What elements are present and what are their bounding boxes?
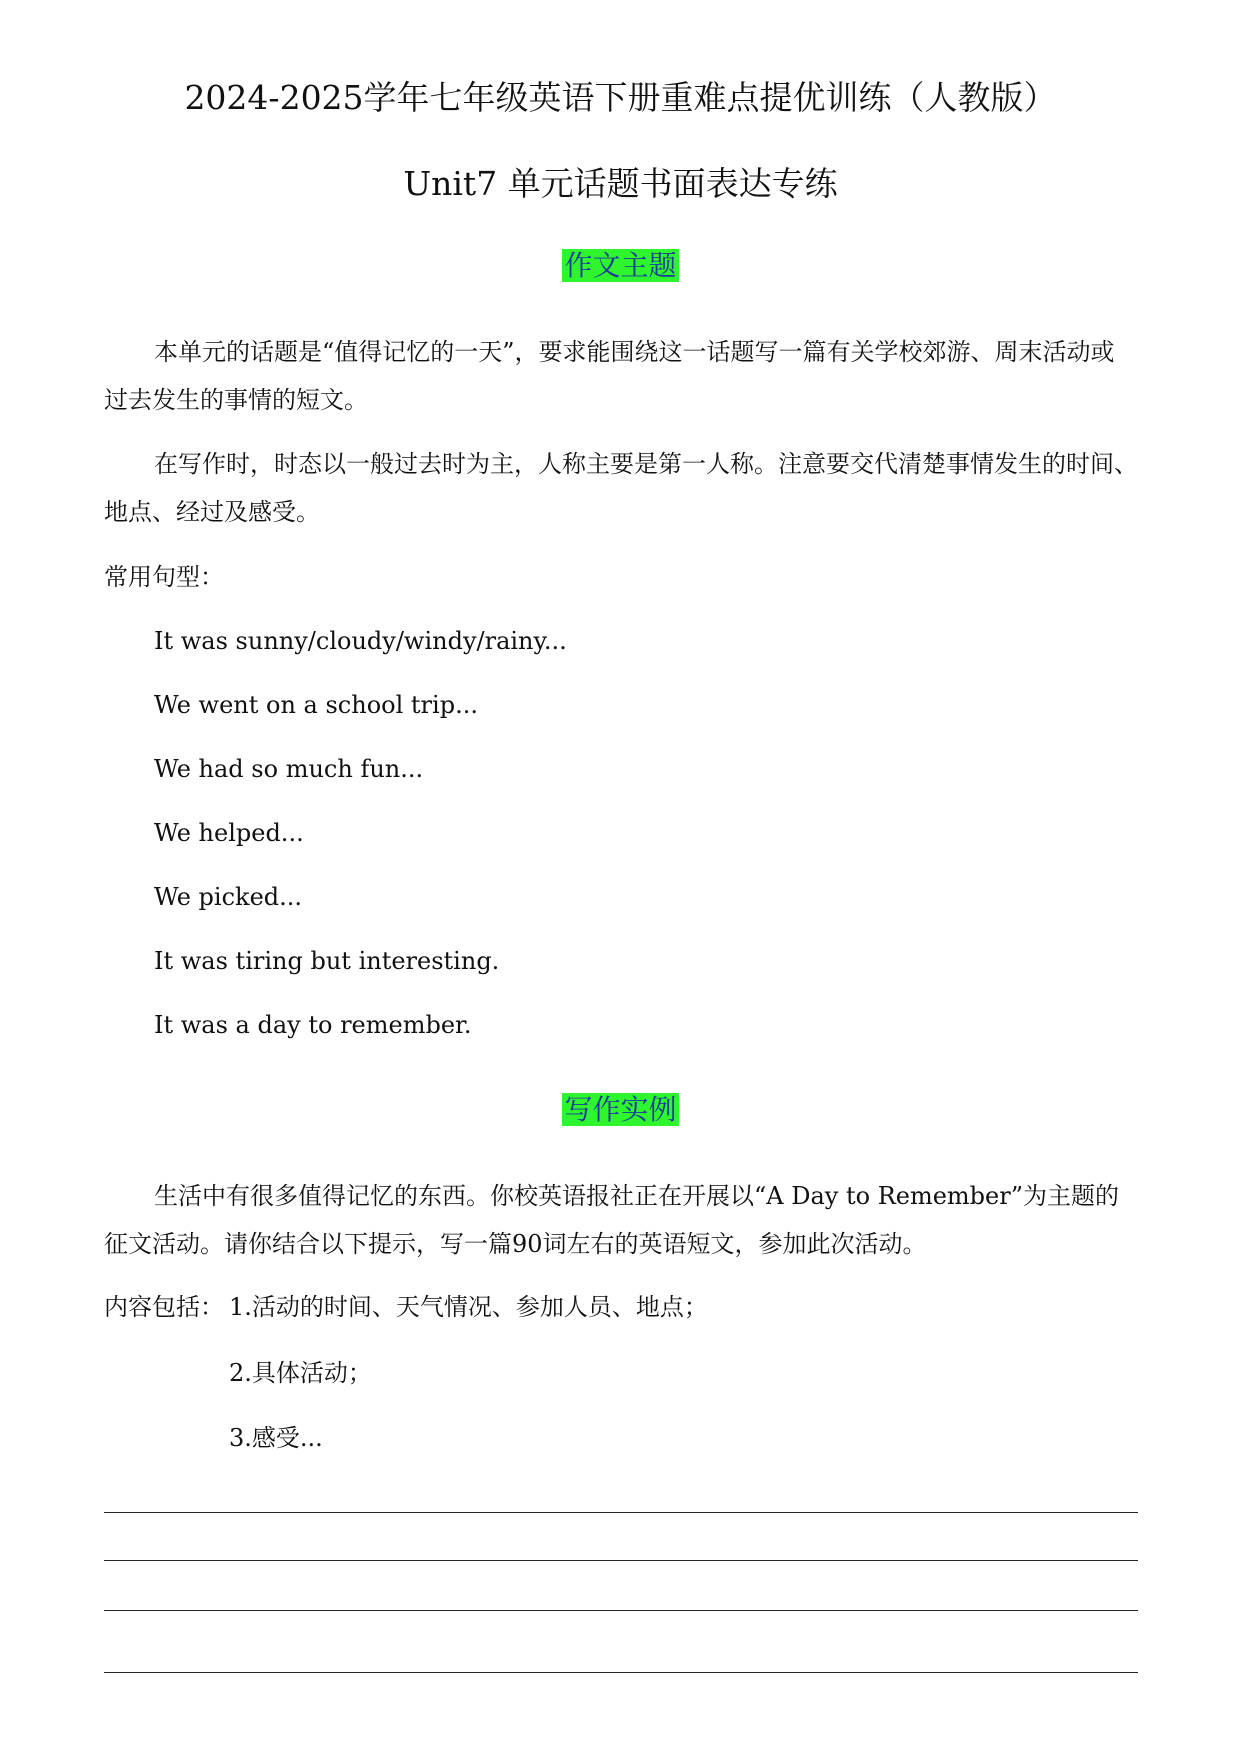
- worksheet-title: 2024-2025学年七年级英语下册重难点提优训练（人教版）: [184, 78, 1057, 117]
- pattern-sentence: We had so much fun...: [154, 755, 424, 783]
- pattern-sentence: It was tiring but interesting.: [154, 947, 500, 975]
- section-heading-example-label: 写作实例: [564, 1093, 677, 1126]
- pattern-sentence: It was a day to remember.: [154, 1011, 472, 1039]
- pattern-sentence: We picked...: [154, 883, 303, 911]
- section-heading-topic-label: 作文主题: [564, 249, 677, 282]
- section-heading-topic: [0, 248, 1241, 284]
- topic-description: 本单元的话题是“值得记忆的一天”，要求能围绕这一话题写一篇有关学校郊游、周末活动或过去发生的事情的短文。: [104, 338, 1115, 414]
- pattern-sentence: It was sunny/cloudy/windy/rainy...: [154, 627, 567, 655]
- patterns-label: 常用句型：: [104, 563, 224, 591]
- pattern-sentence: We went on a school trip...: [154, 691, 478, 719]
- content-item: 2.具体活动；: [229, 1359, 372, 1387]
- answer-line: [104, 1672, 1138, 1673]
- writing-guidance: 在写作时，时态以一般过去时为主，人称主要是第一人称。注意要交代清楚事情发生的时间、地点、经过及感受。: [104, 450, 1138, 526]
- answer-line: [104, 1560, 1138, 1561]
- section-heading-example: [0, 1092, 1241, 1128]
- content-item: 3.感受...: [229, 1424, 323, 1452]
- content-item: 1.活动的时间、天气情况、参加人员、地点；: [229, 1293, 708, 1321]
- pattern-sentence: We helped...: [154, 819, 304, 847]
- answer-line: [104, 1610, 1138, 1611]
- writing-prompt: 生活中有很多值得记忆的东西。你校英语报社正在开展以“A Day to Remember”为主题的征文活动。请你结合以下提示，写一篇90词左右的英语短文，参加此次活动。: [104, 1182, 1119, 1258]
- answer-line: [104, 1512, 1138, 1513]
- unit-subtitle: Unit7 单元话题书面表达专练: [403, 164, 838, 203]
- content-label: 内容包括：: [104, 1293, 224, 1321]
